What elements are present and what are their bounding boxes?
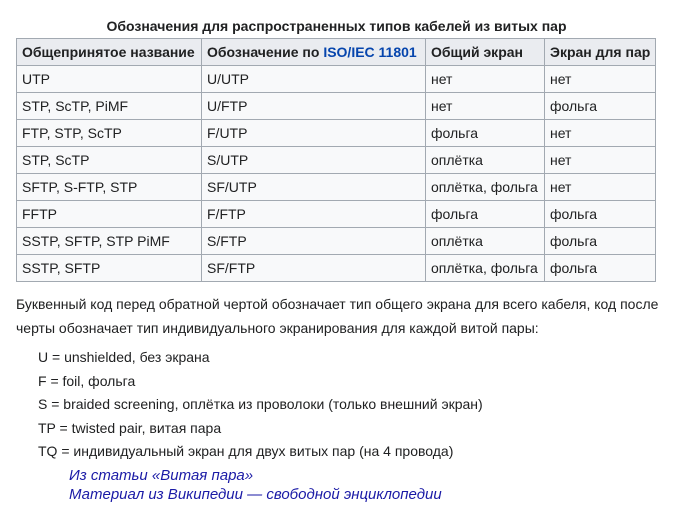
list-item: S = braided screening, оплётка из проволоки (только внешний экран) bbox=[38, 396, 483, 412]
header-iso-designation bbox=[202, 39, 426, 66]
table-row bbox=[17, 66, 656, 93]
cell-common-name: STP, ScTP, PiMF bbox=[17, 93, 202, 120]
header-pair-shield: Экран для пар bbox=[545, 39, 656, 66]
table-row bbox=[17, 174, 656, 201]
cell-iso-designation: U/UTP bbox=[202, 66, 426, 93]
cell-pair-shield: нет bbox=[545, 174, 656, 201]
list-item: TP = twisted pair, витая пара bbox=[38, 419, 222, 436]
cell-common-name: FTP, STP, ScTP bbox=[17, 120, 202, 147]
cell-common-name: SSTP, SFTP, STP PiMF bbox=[17, 228, 202, 255]
cable-types-table bbox=[16, 38, 656, 282]
cell-iso-designation: F/UTP bbox=[202, 120, 426, 147]
cell-common-name: SFTP, S-FTP, STP bbox=[17, 174, 202, 201]
list-item: F = foil, фольга bbox=[38, 372, 136, 389]
cell-pair-shield: фольга bbox=[545, 93, 656, 120]
header-overall-shield: Общий экран bbox=[426, 39, 545, 66]
table-row bbox=[17, 201, 656, 228]
cell-pair-shield: фольга bbox=[545, 228, 656, 255]
table-row bbox=[17, 255, 656, 282]
table-caption: Обозначения для распространенных типов кабелей из витых пар bbox=[106, 18, 567, 34]
cell-pair-shield: нет bbox=[545, 120, 656, 147]
source-article-line: Из статьи «Витая пара» bbox=[69, 467, 254, 484]
list-item: TQ = индивидуальный экран для двух витых пар (на 4 провода) bbox=[38, 443, 454, 459]
cell-iso-designation: S/FTP bbox=[202, 228, 426, 255]
cell-pair-shield: фольга bbox=[545, 255, 656, 282]
explanation-paragraph: Буквенный код перед обратной чертой обозначает тип общего экрана для всего кабеля, код после черты обозначает тип индивидуального экранирования для каждой витой пары: bbox=[16, 296, 659, 336]
cell-common-name: UTP bbox=[17, 66, 202, 93]
table-row bbox=[17, 147, 656, 174]
cell-common-name: STP, ScTP bbox=[17, 147, 202, 174]
iso-iec-11801-link[interactable]: ISO/IEC 11801 bbox=[323, 44, 417, 60]
cell-common-name: SSTP, SFTP bbox=[17, 255, 202, 282]
header-iso-prefix: Обозначение по bbox=[207, 44, 324, 60]
cell-iso-designation: SF/UTP bbox=[202, 174, 426, 201]
cell-pair-shield: фольга bbox=[545, 201, 656, 228]
cell-iso-designation: U/FTP bbox=[202, 93, 426, 120]
cell-overall-shield: оплётка, фольга bbox=[426, 255, 545, 282]
list-item: U = unshielded, без экрана bbox=[38, 349, 210, 365]
source-wikipedia-line: Материал из Википедии — свободной энциклопедии bbox=[69, 486, 442, 503]
cell-overall-shield: оплётка, фольга bbox=[426, 174, 545, 201]
cell-iso-designation: S/UTP bbox=[202, 147, 426, 174]
header-common-name: Общепринятое название bbox=[17, 39, 202, 66]
cell-iso-designation: SF/FTP bbox=[202, 255, 426, 282]
cell-overall-shield: фольга bbox=[426, 201, 545, 228]
table-row bbox=[17, 120, 656, 147]
cell-pair-shield: нет bbox=[545, 147, 656, 174]
table-header-row bbox=[17, 39, 656, 66]
cell-overall-shield: оплётка bbox=[426, 228, 545, 255]
cell-overall-shield: нет bbox=[426, 93, 545, 120]
table-row bbox=[17, 228, 656, 255]
cell-overall-shield: оплётка bbox=[426, 147, 545, 174]
cell-common-name: FFTP bbox=[17, 201, 202, 228]
cell-iso-designation: F/FTP bbox=[202, 201, 426, 228]
cell-overall-shield: нет bbox=[426, 66, 545, 93]
cell-overall-shield: фольга bbox=[426, 120, 545, 147]
cell-pair-shield: нет bbox=[545, 66, 656, 93]
table-row bbox=[17, 93, 656, 120]
definitions-list bbox=[38, 346, 483, 464]
